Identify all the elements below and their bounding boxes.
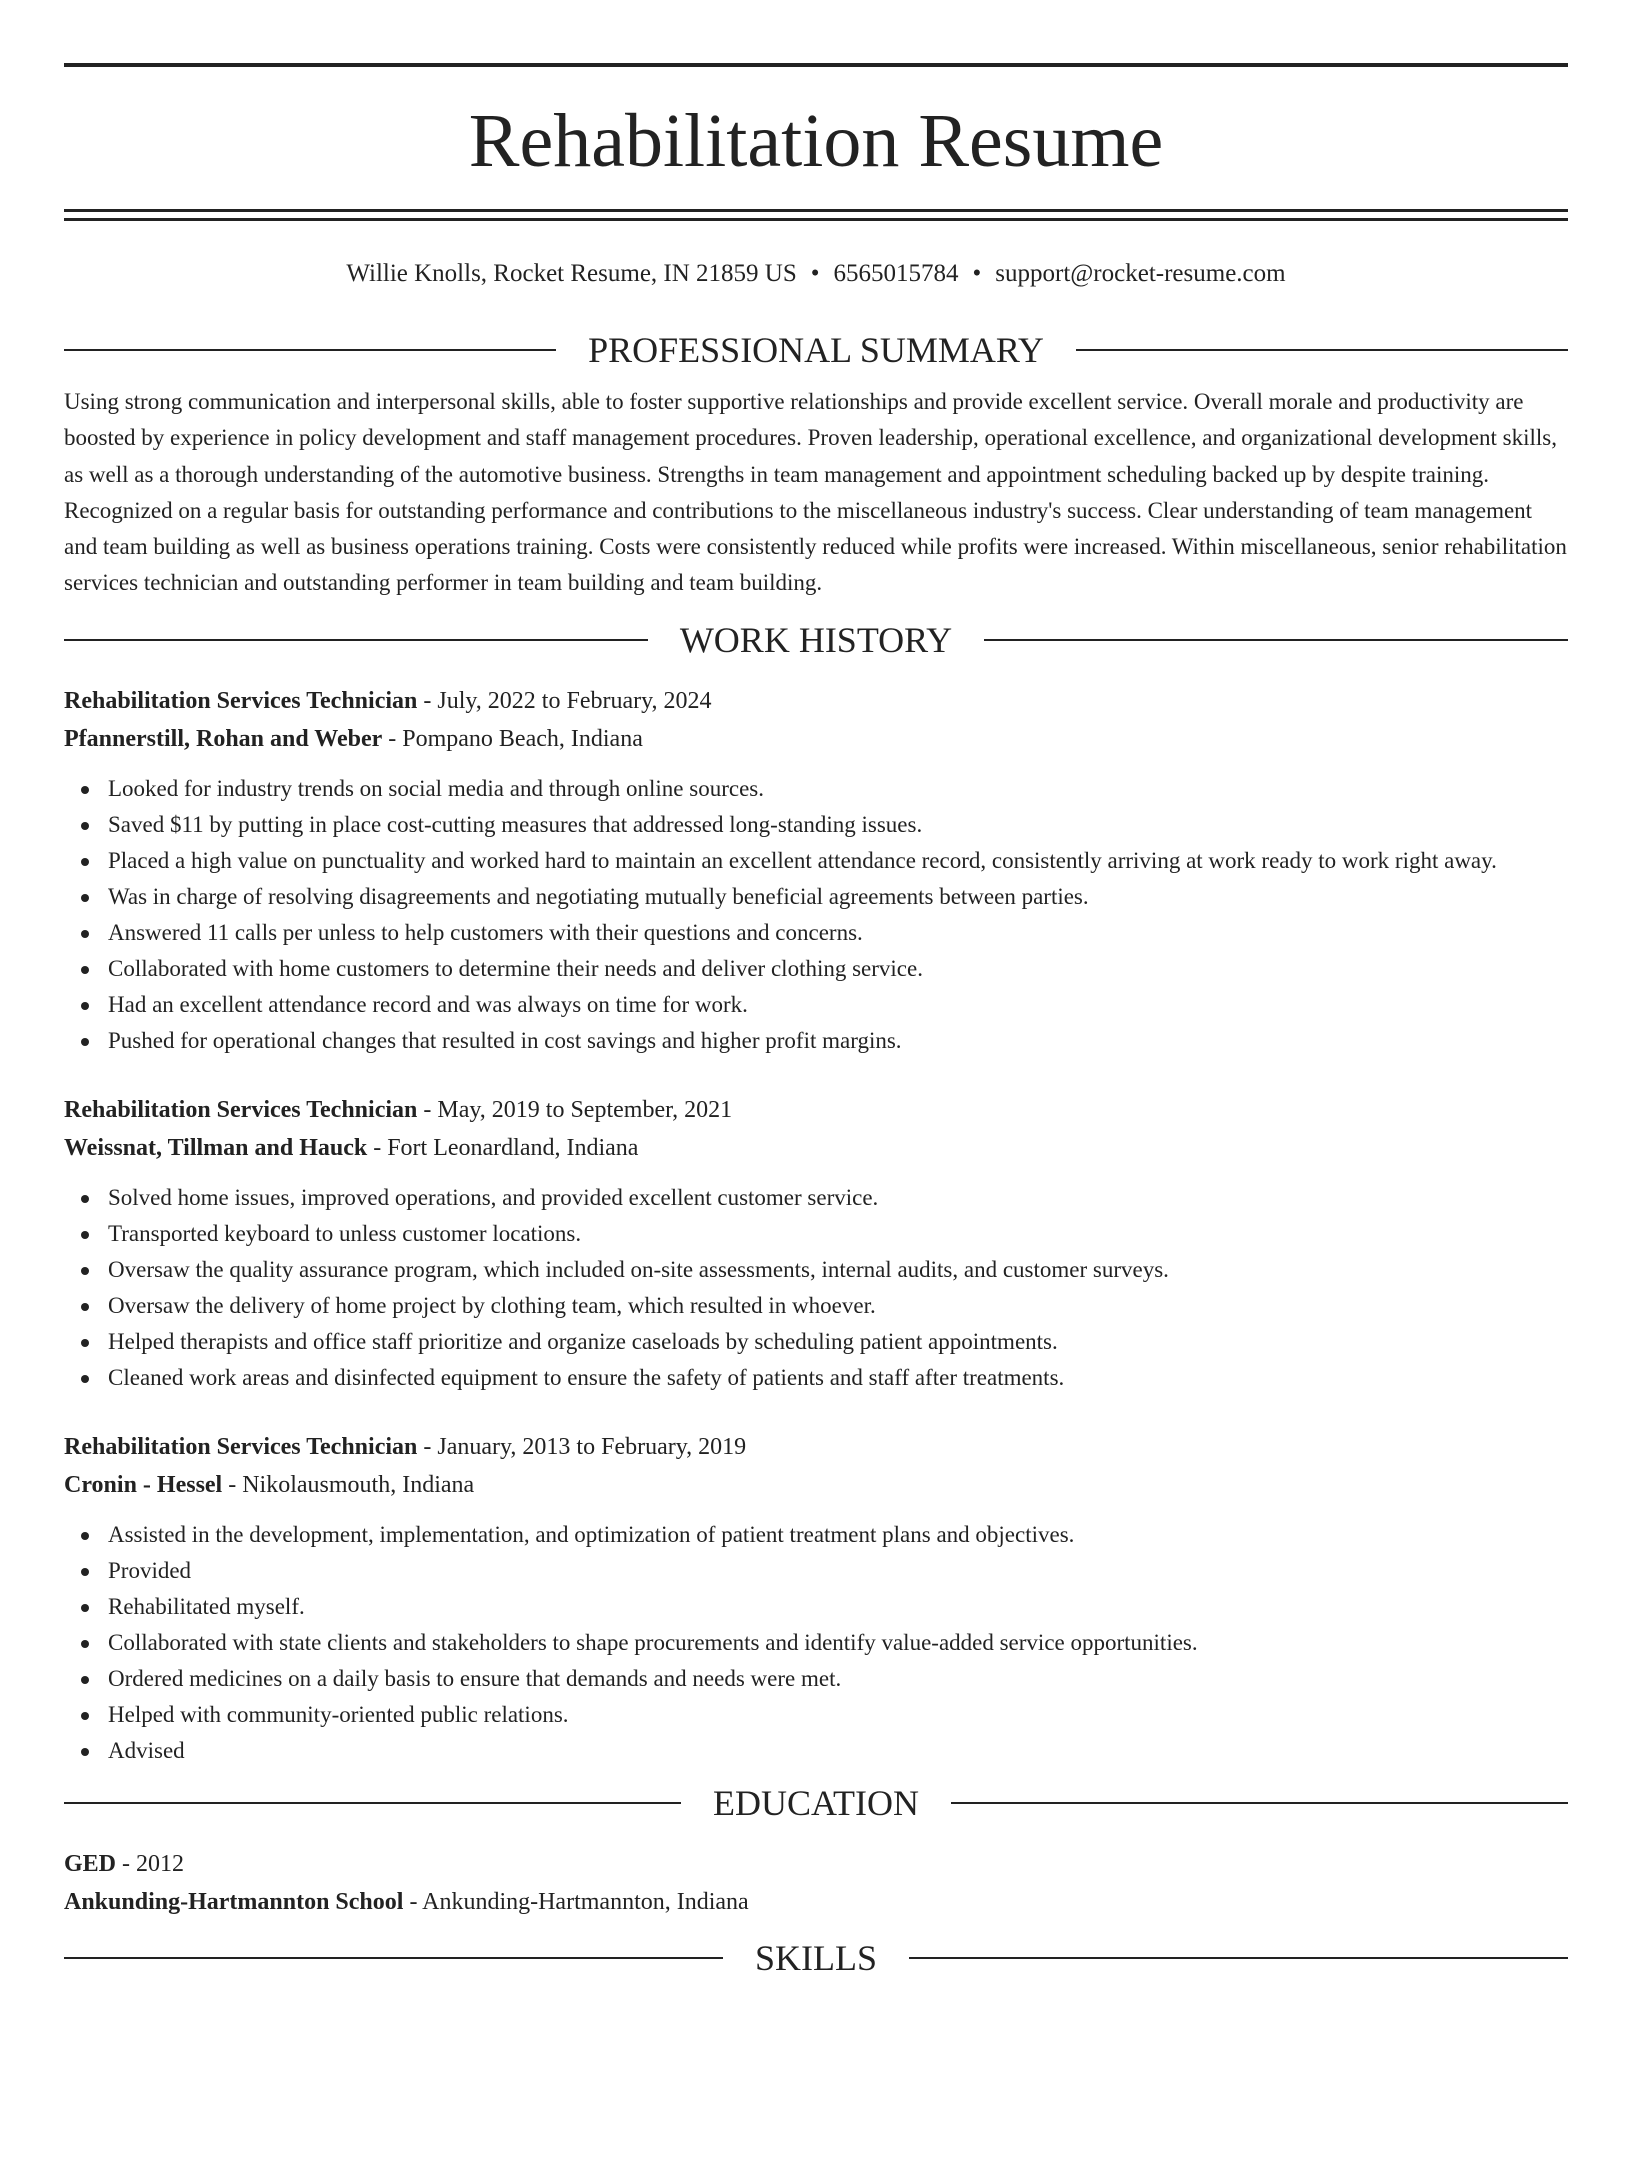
section-heading-skills — [64, 1938, 1568, 1978]
job-duty-item: Had an excellent attendance record and was always on time for work. — [108, 987, 1568, 1023]
job-title-line — [64, 1428, 1568, 1466]
job-duties-list — [64, 771, 1568, 1059]
education-degree: GED — [64, 1850, 117, 1877]
job-entry — [64, 1091, 1568, 1396]
education-location: - Ankunding-Hartmannton, Indiana — [403, 1888, 749, 1915]
education-year: - 2012 — [116, 1850, 185, 1877]
job-dates: - January, 2013 to February, 2019 — [417, 1433, 747, 1460]
job-duty-item: Advised — [108, 1733, 1568, 1769]
heading-rule-right — [984, 639, 1568, 641]
section-heading-work-history — [64, 620, 1568, 660]
page-title: Rehabilitation Resume — [468, 99, 1164, 183]
job-duty-item: Oversaw the delivery of home project by clothing team, which resulted in whoever. — [108, 1288, 1568, 1324]
heading-rule-right — [951, 1802, 1568, 1804]
education-school: Ankunding-Hartmannton School — [64, 1888, 404, 1915]
job-duty-item: Answered 11 calls per unless to help customers with their questions and concerns. — [108, 915, 1568, 951]
education-school-line — [64, 1883, 1568, 1921]
job-duty-item: Assisted in the development, implementation, and optimization of patient treatment plans and objectives. — [108, 1517, 1568, 1553]
contact-phone: 6565015784 — [833, 260, 959, 287]
heading-rule-left — [64, 1957, 723, 1959]
contact-address: Willie Knolls, Rocket Resume, IN 21859 US — [346, 260, 797, 287]
job-company: Pfannerstill, Rohan and Weber — [64, 725, 383, 752]
contact-separator: • — [810, 260, 820, 287]
job-company-line — [64, 1129, 1568, 1167]
job-duty-item: Pushed for operational changes that resulted in cost savings and higher profit margins. — [108, 1023, 1568, 1059]
job-title: Rehabilitation Services Technician — [64, 1433, 418, 1460]
job-duty-item: Oversaw the quality assurance program, which included on-site assessments, internal audits, and customer surveys. — [108, 1252, 1568, 1288]
job-company: Cronin - Hessel — [64, 1471, 223, 1498]
section-title-skills: SKILLS — [755, 1937, 878, 1978]
job-duty-item: Saved $11 by putting in place cost-cutting measures that addressed long-standing issues. — [108, 807, 1568, 843]
job-duty-item: Placed a high value on punctuality and worked hard to maintain an excellent attendance record, consistently arriving at work ready to work right away. — [108, 843, 1568, 879]
section-title-work-history: WORK HISTORY — [679, 619, 953, 660]
professional-summary-text: Using strong communication and interpersonal skills, able to foster supportive relationships and provide excellent service. Overall morale and productivity are boosted by experience in policy development and staff management procedures. Proven leadership, operational excellence, and organizational development skills, as well as a thorough understanding of the automotive business. Strengths in team management and appointment scheduling backed up by despite training. Recognized on a regular basis for outstanding performance and contributions to the miscellaneous industry's success. Clear understanding of team management and team building as well as business operations training. Costs were consistently reduced while profits were increased. Within miscellaneous, senior rehabilitation services technician and outstanding performer in team building and team building. — [64, 389, 1567, 596]
heading-rule-left — [64, 1802, 681, 1804]
job-duties-list — [64, 1180, 1568, 1396]
section-title-summary: PROFESSIONAL SUMMARY — [588, 330, 1044, 370]
job-company-line — [64, 720, 1568, 758]
job-dates: - May, 2019 to September, 2021 — [417, 1096, 733, 1123]
resume-page — [0, 63, 1632, 2175]
job-duty-item: Solved home issues, improved operations, and provided excellent customer service. — [108, 1180, 1568, 1216]
job-entry — [64, 682, 1568, 1059]
job-title: Rehabilitation Services Technician — [64, 1096, 418, 1123]
section-heading-education — [64, 1783, 1568, 1823]
job-company-line — [64, 1466, 1568, 1504]
job-dates: - July, 2022 to February, 2024 — [417, 687, 712, 714]
job-location: - Nikolausmouth, Indiana — [222, 1471, 475, 1498]
job-duties-list — [64, 1517, 1568, 1769]
job-duty-item: Helped with community-oriented public relations. — [108, 1697, 1568, 1733]
contact-email: support@rocket-resume.com — [995, 260, 1286, 287]
job-duty-item: Looked for industry trends on social media and through online sources. — [108, 771, 1568, 807]
job-duty-item: Collaborated with home customers to determine their needs and deliver clothing service. — [108, 951, 1568, 987]
contact-separator: • — [972, 260, 982, 287]
job-title-line — [64, 682, 1568, 720]
job-duty-item: Collaborated with state clients and stakeholders to shape procurements and identify value-added service opportunities. — [108, 1625, 1568, 1661]
job-duty-item: Provided — [108, 1553, 1568, 1589]
section-title-education: EDUCATION — [713, 1782, 919, 1823]
job-duty-item: Transported keyboard to unless customer locations. — [108, 1216, 1568, 1252]
job-company: Weissnat, Tillman and Hauck — [64, 1134, 368, 1161]
heading-rule-right — [909, 1957, 1568, 1959]
job-entry — [64, 1428, 1568, 1769]
job-title: Rehabilitation Services Technician — [64, 687, 418, 714]
job-location: - Fort Leonardland, Indiana — [367, 1134, 639, 1161]
heading-rule-left — [64, 349, 556, 351]
title-double-rule — [64, 209, 1568, 221]
job-duty-item: Ordered medicines on a daily basis to ensure that demands and needs were met. — [108, 1661, 1568, 1697]
section-heading-summary — [64, 330, 1568, 370]
heading-rule-right — [1076, 349, 1568, 351]
job-duty-item: Helped therapists and office staff prioritize and organize caseloads by scheduling patient appointments. — [108, 1324, 1568, 1360]
job-duty-item: Rehabilitated myself. — [108, 1589, 1568, 1625]
contact-line — [64, 257, 1568, 291]
education-degree-line — [64, 1845, 1568, 1883]
heading-rule-left — [64, 639, 648, 641]
job-title-line — [64, 1091, 1568, 1129]
job-duty-item: Cleaned work areas and disinfected equipment to ensure the safety of patients and staff after treatments. — [108, 1360, 1568, 1396]
education-entry — [64, 1845, 1568, 1921]
job-location: - Pompano Beach, Indiana — [382, 725, 643, 752]
job-duty-item: Was in charge of resolving disagreements and negotiating mutually beneficial agreements between parties. — [108, 879, 1568, 915]
